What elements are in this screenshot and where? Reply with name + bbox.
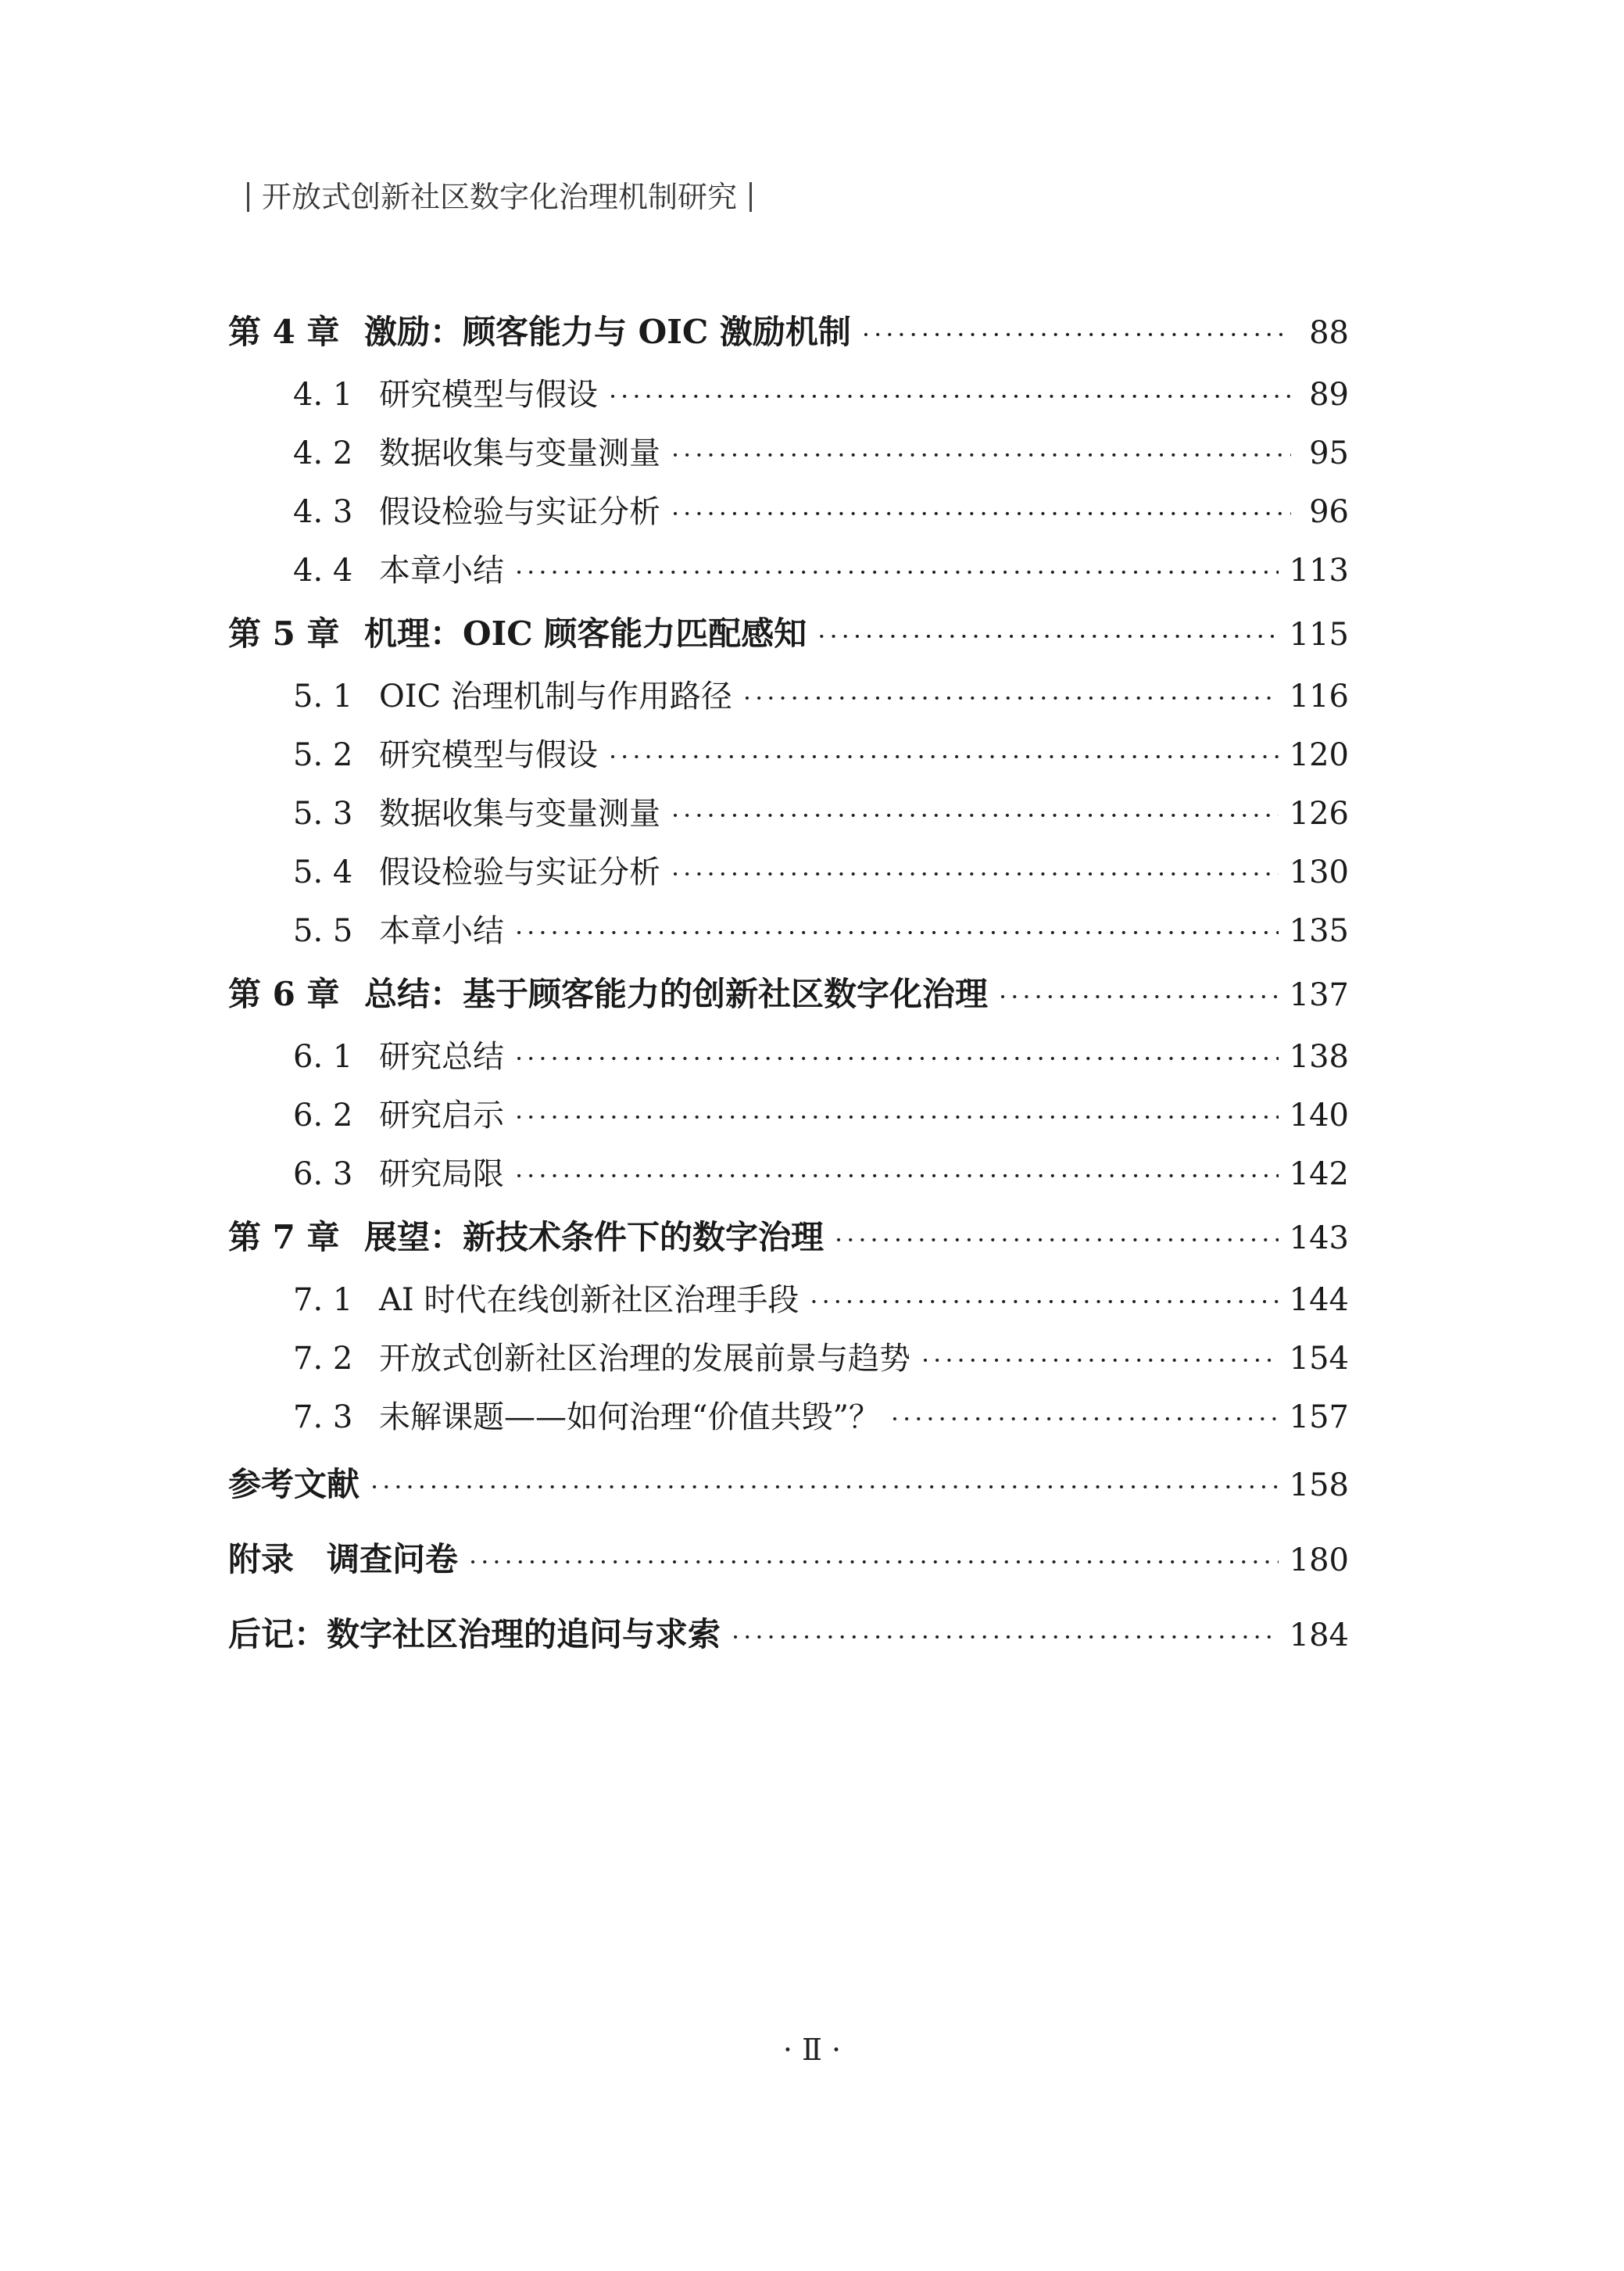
section-number: 4. 4	[293, 553, 353, 589]
dot-leader	[817, 603, 1278, 670]
toc-backmatter-entry[interactable]	[228, 1522, 1349, 1597]
toc-section-entry[interactable]	[228, 483, 1349, 542]
dot-leader	[515, 1147, 1279, 1205]
section-title: 研究局限	[379, 1156, 504, 1192]
dot-leader	[835, 1206, 1279, 1273]
chapter-title: 总结：基于顾客能力的创新社区数字化治理	[364, 975, 989, 1013]
page-number: 140	[1289, 1098, 1349, 1134]
page-number: 138	[1289, 1039, 1349, 1075]
toc-chapter-entry[interactable]	[228, 961, 1349, 1028]
dot-leader	[515, 1030, 1279, 1088]
dot-leader	[671, 786, 1279, 845]
section-number: 7. 2	[293, 1341, 353, 1377]
section-title: AI 时代在线创新社区治理手段	[379, 1282, 799, 1318]
toc-section-entry[interactable]	[228, 902, 1349, 961]
backmatter-title: 后记：数字社区治理的追问与求索	[228, 1615, 721, 1653]
section-number: 6. 2	[293, 1098, 353, 1134]
chapter-number: 第 7 章	[228, 1218, 340, 1256]
dot-leader	[469, 1524, 1279, 1599]
dot-leader	[862, 301, 1291, 368]
page-number: 143	[1289, 1220, 1349, 1256]
page-number: 158	[1289, 1467, 1349, 1503]
section-number: 7. 1	[293, 1282, 353, 1318]
chapter-title: 展望：新技术条件下的数字治理	[364, 1218, 825, 1256]
dot-leader	[743, 669, 1279, 728]
section-title: 假设检验与实证分析	[379, 854, 660, 890]
page-number: 180	[1289, 1542, 1349, 1578]
dot-leader	[609, 728, 1279, 786]
toc-section-entry[interactable]	[228, 844, 1349, 902]
section-number: 5. 1	[293, 679, 353, 715]
page-number: 116	[1289, 679, 1349, 715]
section-number: 4. 3	[293, 494, 353, 530]
chapter-title: 机理：OIC 顾客能力匹配感知	[364, 614, 807, 653]
dot-leader	[732, 1599, 1279, 1675]
section-title: 未解课题——如何治理“价值共毁”？	[379, 1399, 880, 1435]
table-of-contents	[228, 299, 1349, 1672]
header-right-rule	[749, 182, 752, 212]
toc-section-entry[interactable]	[228, 1330, 1349, 1388]
page-number: 89	[1309, 377, 1349, 413]
section-title: 开放式创新社区治理的发展前景与趋势	[379, 1341, 910, 1377]
dot-leader	[671, 845, 1279, 904]
dot-leader	[515, 904, 1279, 962]
page-folio: · Ⅱ ·	[782, 2033, 842, 2067]
toc-section-entry[interactable]	[228, 1087, 1349, 1145]
toc-chapter-entry[interactable]	[228, 600, 1349, 668]
section-number: 4. 1	[293, 377, 353, 413]
toc-section-entry[interactable]	[228, 424, 1349, 483]
toc-section-entry[interactable]	[228, 542, 1349, 600]
toc-section-entry[interactable]	[228, 668, 1349, 726]
section-number: 7. 3	[293, 1399, 353, 1435]
section-number: 5. 4	[293, 854, 353, 890]
dot-leader	[515, 543, 1279, 602]
page-number: 130	[1289, 854, 1349, 890]
toc-chapter-entry[interactable]	[228, 299, 1349, 366]
page-number: 184	[1289, 1617, 1349, 1653]
page-number: 135	[1289, 913, 1349, 949]
section-title: 数据收集与变量测量	[379, 796, 660, 832]
page-number: 144	[1289, 1282, 1349, 1318]
section-title: 假设检验与实证分析	[379, 494, 660, 530]
page-number: 95	[1309, 435, 1349, 471]
section-title: 数据收集与变量测量	[379, 435, 660, 471]
section-number: 4. 2	[293, 435, 353, 471]
toc-section-entry[interactable]	[228, 1388, 1349, 1447]
dot-leader	[891, 1390, 1279, 1449]
page-number: 120	[1289, 737, 1349, 773]
toc-section-entry[interactable]	[228, 1145, 1349, 1204]
page-number: 137	[1289, 977, 1349, 1013]
backmatter-title: 参考文献	[228, 1465, 360, 1503]
chapter-title: 激励：顾客能力与 OIC 激励机制	[364, 313, 851, 351]
page-number: 96	[1309, 494, 1349, 530]
dot-leader	[999, 963, 1279, 1030]
dot-leader	[370, 1449, 1279, 1524]
page-number: 154	[1289, 1341, 1349, 1377]
section-title: 研究总结	[379, 1039, 504, 1075]
page-number: 126	[1289, 796, 1349, 832]
section-number: 5. 5	[293, 913, 353, 949]
section-title: 研究模型与假设	[379, 377, 598, 413]
dot-leader	[515, 1088, 1279, 1147]
page-number: 88	[1309, 315, 1349, 351]
section-number: 5. 3	[293, 796, 353, 832]
dot-leader	[921, 1331, 1279, 1390]
running-header	[234, 175, 764, 219]
dot-leader	[609, 367, 1291, 426]
dot-leader	[671, 426, 1291, 485]
dot-leader	[810, 1273, 1278, 1331]
toc-section-entry[interactable]	[228, 366, 1349, 424]
section-number: 5. 2	[293, 737, 353, 773]
toc-section-entry[interactable]	[228, 1028, 1349, 1087]
chapter-number: 第 6 章	[228, 975, 340, 1013]
toc-section-entry[interactable]	[228, 1271, 1349, 1330]
section-title: 研究启示	[379, 1098, 504, 1134]
section-title: 本章小结	[379, 913, 504, 949]
toc-section-entry[interactable]	[228, 726, 1349, 785]
section-title: OIC 治理机制与作用路径	[379, 679, 732, 715]
page-number: 157	[1289, 1399, 1349, 1435]
page-number: 113	[1289, 553, 1349, 589]
dot-leader	[671, 485, 1291, 543]
section-number: 6. 3	[293, 1156, 353, 1192]
toc-backmatter-entry[interactable]	[228, 1597, 1349, 1672]
header-left-rule	[247, 182, 249, 212]
toc-section-entry[interactable]	[228, 785, 1349, 844]
backmatter-title: 附录 调查问卷	[228, 1540, 459, 1578]
section-title: 本章小结	[379, 553, 504, 589]
section-number: 6. 1	[293, 1039, 353, 1075]
toc-chapter-entry[interactable]	[228, 1204, 1349, 1271]
chapter-number: 第 5 章	[228, 614, 340, 653]
chapter-number: 第 4 章	[228, 313, 340, 351]
toc-backmatter-entry[interactable]	[228, 1447, 1349, 1522]
book-title: 开放式创新社区数字化治理机制研究	[262, 180, 738, 214]
section-title: 研究模型与假设	[379, 737, 598, 773]
page-number: 115	[1289, 617, 1349, 653]
page-number: 142	[1289, 1156, 1349, 1192]
